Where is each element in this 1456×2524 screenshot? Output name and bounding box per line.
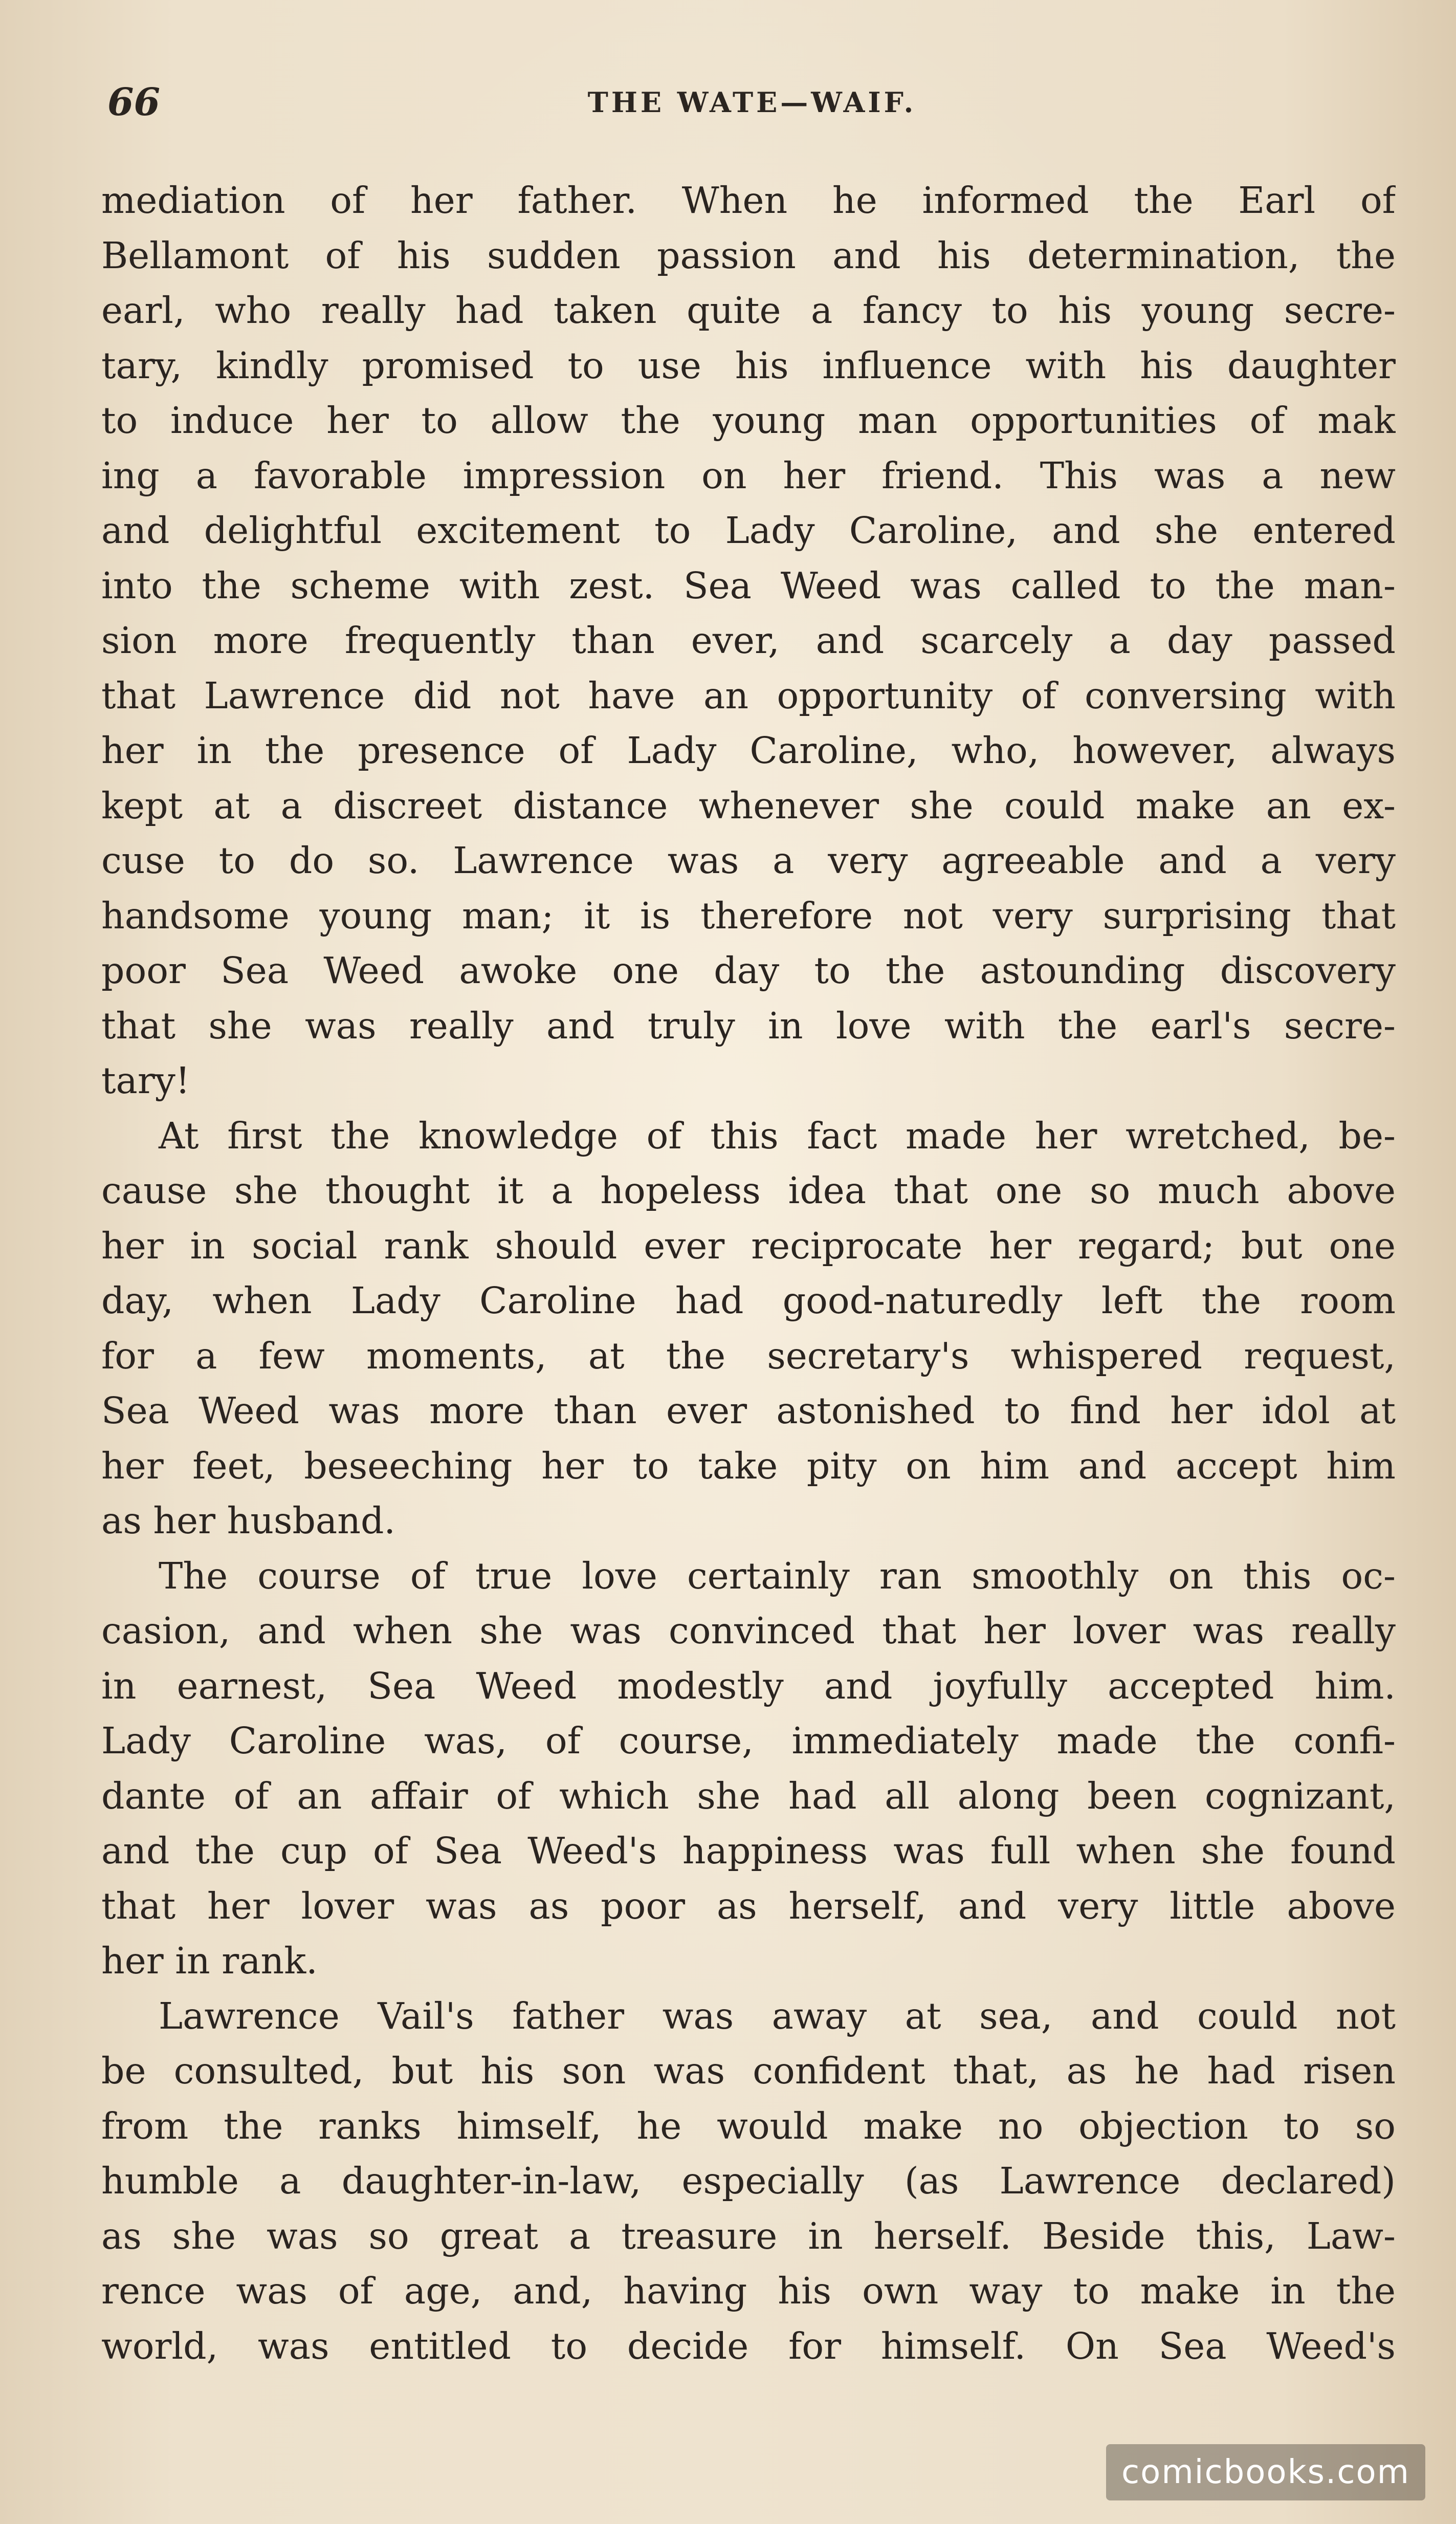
text-line: poor Sea Weed awoke one day to the astounding discovery xyxy=(101,949,1396,992)
text-line: tary, kindly promised to use his influence with his daughter xyxy=(101,344,1396,387)
text-line: At first the knowledge of this fact made her wretched, be- xyxy=(159,1114,1396,1157)
text-line: tary! xyxy=(101,1059,190,1102)
text-line: mediation of her father. When he informed the Earl of xyxy=(101,179,1396,222)
page-header xyxy=(107,77,1397,138)
text-line: Bellamont of his sudden passion and his determination, the xyxy=(101,234,1396,277)
text-line: humble a daughter-in-law, especially (as Lawrence declared) xyxy=(101,2160,1396,2202)
text-line: and delightful excitement to Lady Caroline, and she entered xyxy=(101,509,1396,552)
text-line: cause she thought it a hopeless idea that one so much above xyxy=(101,1169,1396,1212)
text-line: to induce her to allow the young man opportunities of mak xyxy=(101,399,1396,442)
text-line: as her husband. xyxy=(101,1499,396,1542)
text-line: casion, and when she was convinced that her lover was really xyxy=(101,1609,1396,1652)
text-line: into the scheme with zest. Sea Weed was called to the man- xyxy=(101,564,1396,607)
watermark: comicbooks.com xyxy=(1106,2444,1425,2500)
text-line: sion more frequently than ever, and scarcely a day passed xyxy=(101,619,1396,662)
text-line: Lawrence Vail's father was away at sea, and could not xyxy=(159,1994,1396,2037)
text-line: be consulted, but his son was confident that, as he had risen xyxy=(101,2050,1396,2092)
page-number: 66 xyxy=(107,80,160,124)
text-line: ing a favorable impression on her friend. This was a new xyxy=(101,454,1396,497)
text-line: in earnest, Sea Weed modestly and joyfully accepted him. xyxy=(101,1664,1396,1707)
text-line: world, was entitled to decide for himself. On Sea Weed's xyxy=(101,2324,1396,2367)
text-line: for a few moments, at the secretary's whispered request, xyxy=(101,1334,1396,1377)
text-line: her in rank. xyxy=(101,1940,318,1982)
text-line: earl, who really had taken quite a fancy to his young secre- xyxy=(101,289,1396,332)
text-line: her feet, beseeching her to take pity on him and accept him xyxy=(101,1444,1396,1487)
text-line: handsome young man; it is therefore not very surprising that xyxy=(101,894,1396,937)
body-text xyxy=(101,173,1396,2374)
text-line: day, when Lady Caroline had good-naturedly left the room xyxy=(101,1279,1396,1322)
text-line: her in the presence of Lady Caroline, who, however, always xyxy=(101,729,1396,772)
text-line: that her lover was as poor as herself, and very little above xyxy=(101,1884,1396,1927)
text-line: her in social rank should ever reciprocate her regard; but one xyxy=(101,1224,1396,1267)
text-line: and the cup of Sea Weed's happiness was full when she found xyxy=(101,1830,1396,1872)
text-line: that she was really and truly in love with the earl's secre- xyxy=(101,1004,1396,1047)
text-line: as she was so great a treasure in herself. Beside this, Law- xyxy=(101,2214,1396,2257)
text-line: Lady Caroline was, of course, immediately made the confi- xyxy=(101,1720,1396,1762)
running-title: THE WATE—WAIF. xyxy=(587,86,917,119)
text-line: Sea Weed was more than ever astonished to find her idol at xyxy=(101,1389,1396,1432)
text-line: cuse to do so. Lawrence was a very agreeable and a very xyxy=(101,839,1396,882)
text-line: dante of an affair of which she had all along been cognizant, xyxy=(101,1774,1396,1817)
text-line: The course of true love certainly ran smoothly on this oc- xyxy=(159,1554,1396,1597)
text-line: kept at a discreet distance whenever she could make an ex- xyxy=(101,784,1396,827)
text-line: from the ranks himself, he would make no objection to so xyxy=(101,2104,1396,2147)
text-line: rence was of age, and, having his own way to make in the xyxy=(101,2270,1396,2312)
text-line: that Lawrence did not have an opportunity of conversing with xyxy=(101,674,1396,717)
